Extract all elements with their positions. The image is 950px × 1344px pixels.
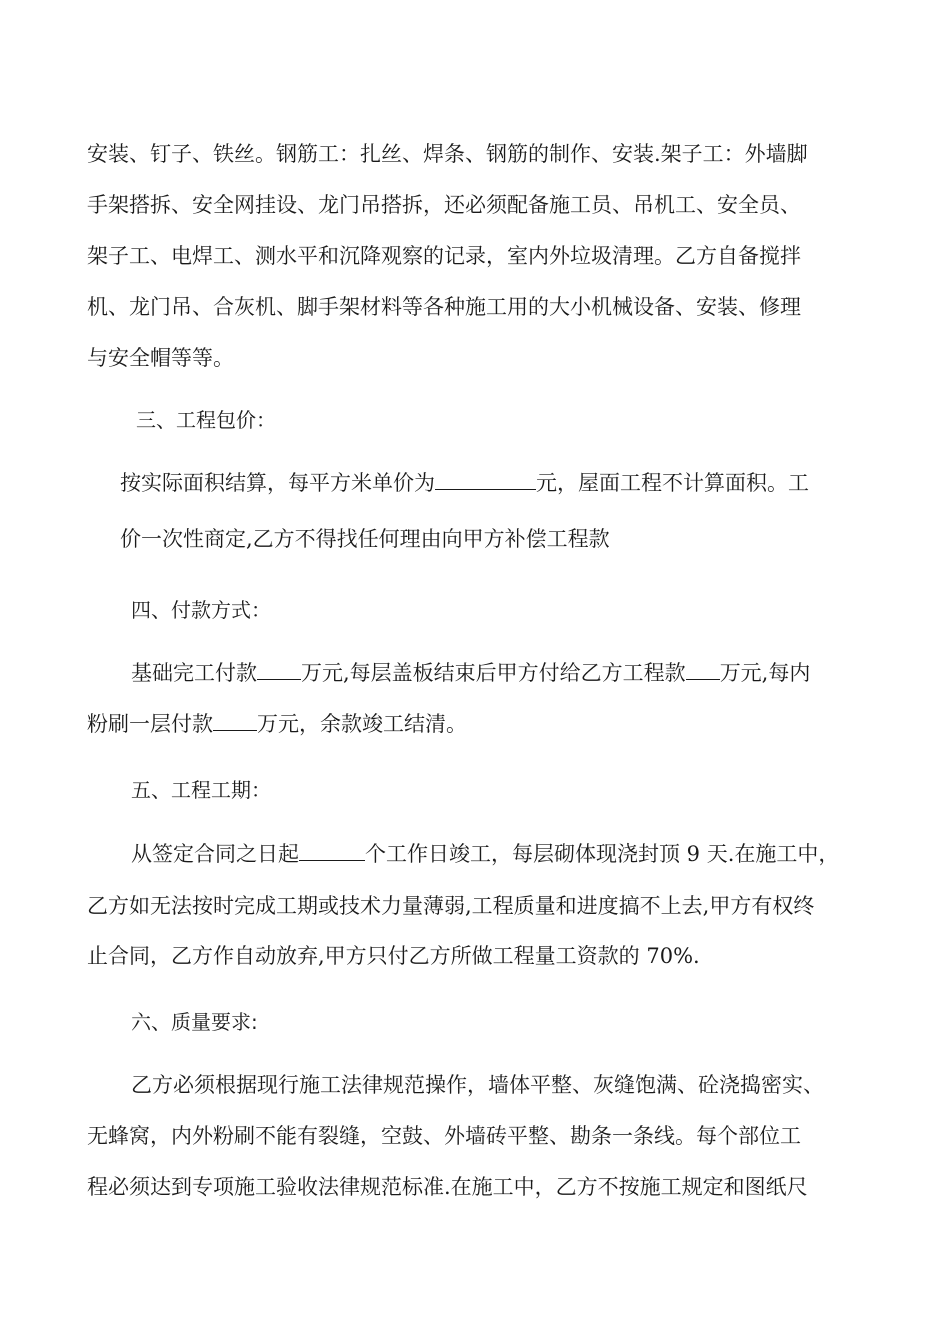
text-segment: 元，屋面工程不计算面积。工 (536, 471, 809, 495)
paragraph-line: 无蜂窝，内外粉刷不能有裂缝，空鼓、外墙砖平整、勘条一条线。每个部位工 (87, 1124, 801, 1148)
text-segment: 粉刷一层付款 (87, 712, 213, 736)
section-heading: 四、付款方式： (131, 598, 271, 622)
text-segment: 万元,每层盖板结束后甲方付给乙方工程款 (301, 661, 686, 685)
paragraph-line: 手架搭拆、安全网挂设、龙门吊搭拆，还必须配备施工员、吊机工、安全员、 (87, 193, 801, 217)
text-segment: 按实际面积结算，每平方米单价为 (120, 471, 435, 495)
paragraph-line: 止合同，乙方作自动放弃,甲方只付乙方所做工程量工资款的 70%. (87, 944, 700, 968)
text-segment: 万元,每内 (719, 661, 811, 685)
section-heading: 六、质量要求: (131, 1010, 258, 1034)
paragraph-line: 机、龙门吊、合灰机、脚手架材料等各种施工用的大小机械设备、安装、修理 (87, 295, 801, 319)
text-segment: 基础完工付款 (131, 661, 257, 685)
fill-in-blank (299, 842, 365, 861)
paragraph-line (131, 841, 839, 867)
section-heading: 三、工程包价： (136, 408, 276, 432)
text-segment: 从签定合同之日起 (131, 842, 299, 866)
text-segment: 万元，余款竣工结清。 (257, 712, 467, 736)
paragraph-line: 架子工、电焊工、测水平和沉降观察的记录，室内外垃圾清理。乙方自备搅拌 (87, 244, 801, 268)
text-segment: 个工作日竣工，每层砌体现浇封顶 9 天.在施工中， (365, 842, 840, 866)
paragraph-line: 安装、钉子、铁丝。钢筋工：扎丝、焊条、钢筋的制作、安装.架子工：外墙脚 (87, 142, 808, 166)
paragraph-line: 程必须达到专项施工验收法律规范标准.在施工中，乙方不按施工规定和图纸尺 (87, 1175, 808, 1199)
fill-in-blank (686, 661, 720, 680)
paragraph-line: 与安全帽等等。 (87, 346, 234, 370)
section-heading: 五、工程工期： (131, 778, 271, 802)
fill-in-blank (213, 712, 257, 731)
fill-in-blank (435, 471, 536, 490)
paragraph-line: 乙方如无法按时完成工期或技术力量薄弱,工程质量和进度搞不上去,甲方有权终 (87, 894, 815, 918)
paragraph-line (120, 470, 809, 496)
paragraph-line (131, 660, 810, 686)
paragraph-line: 乙方必须根据现行施工法律规范操作，墙体平整、灰缝饱满、砼浇捣密实、 (131, 1073, 824, 1097)
paragraph-line: 价一次性商定,乙方不得找任何理由向甲方补偿工程款 (120, 527, 610, 551)
fill-in-blank (257, 661, 301, 680)
paragraph-line (87, 711, 467, 737)
